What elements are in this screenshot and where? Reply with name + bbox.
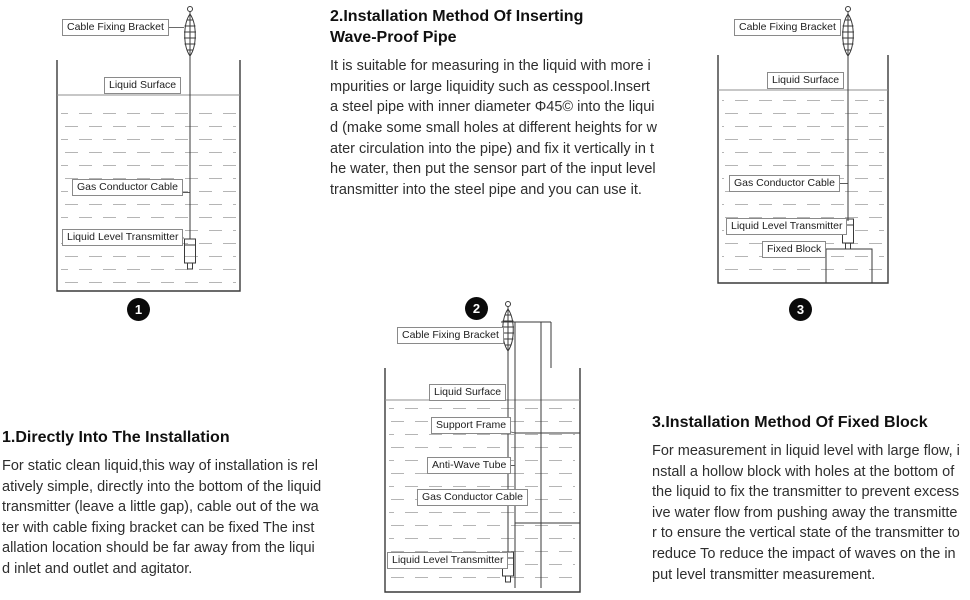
- section-method-3: [652, 412, 960, 585]
- label-liquid-surface: Liquid Surface: [767, 72, 844, 89]
- label-cable-fixing-bracket: Cable Fixing Bracket: [62, 19, 169, 36]
- section-3-title: 3.Installation Method Of Fixed Block: [652, 414, 928, 431]
- label-liquid-surface: Liquid Surface: [429, 384, 506, 401]
- section-2-body: It is suitable for measuring in the liquid with more impurities or large liquidity such as cesspool.Insert a steel pipe with inner diameter Φ45© into the liquid (make some small holes at different heights for water circulation into the pipe) and fix it vertically in the water, then put the sensor part of the input level transmitter into the steel pipe and you can use it.: [330, 58, 657, 198]
- label-liquid-surface: Liquid Surface: [104, 77, 181, 94]
- label-gas-conductor-cable: Gas Conductor Cable: [417, 489, 528, 506]
- section-1-body: For static clean liquid,this way of installation is relatively simple, directly into the bottom of the liquid transmitter (leave a little gap), cable out of the water with cable fixing bracket can be fixed The installation location should be far away from the liquid inlet and outlet and agitator.: [2, 458, 322, 577]
- section-3-body: For measurement in liquid level with large flow, install a hollow block with holes at the bottom of the liquid to fix the transmitter to prevent excessive water flow from pushing away the transmitter to ensure the vertical state of the transmitter to reduce To reduce the impact of waves on the input level transmitter measurement.: [652, 443, 960, 583]
- label-support-frame: Support Frame: [431, 417, 511, 434]
- section-method-2: [330, 6, 662, 200]
- diagram-1-figure: [30, 5, 260, 297]
- label-liquid-level-transmitter: Liquid Level Transmitter: [62, 229, 183, 246]
- label-fixed-block: Fixed Block: [762, 241, 826, 258]
- section-2-title-line-1: 2.Installation Method Of Inserting: [330, 8, 584, 25]
- section-2-title: [330, 6, 662, 48]
- section-2-title-line-2: Wave-Proof Pipe: [330, 29, 457, 47]
- label-gas-conductor-cable: Gas Conductor Cable: [72, 179, 183, 196]
- label-cable-fixing-bracket: Cable Fixing Bracket: [397, 327, 504, 344]
- step-3-badge: 3: [789, 298, 812, 321]
- label-cable-fixing-bracket: Cable Fixing Bracket: [734, 19, 841, 36]
- label-liquid-level-transmitter: Liquid Level Transmitter: [726, 218, 847, 235]
- label-liquid-level-transmitter: Liquid Level Transmitter: [387, 552, 508, 569]
- section-1-title: 1.Directly Into The Installation: [2, 429, 230, 446]
- step-2-badge: 2: [465, 297, 488, 320]
- section-method-1: [2, 427, 322, 580]
- label-gas-conductor-cable: Gas Conductor Cable: [729, 175, 840, 192]
- step-1-badge: 1: [127, 298, 150, 321]
- label-anti-wave-tube: Anti-Wave Tube: [427, 457, 511, 474]
